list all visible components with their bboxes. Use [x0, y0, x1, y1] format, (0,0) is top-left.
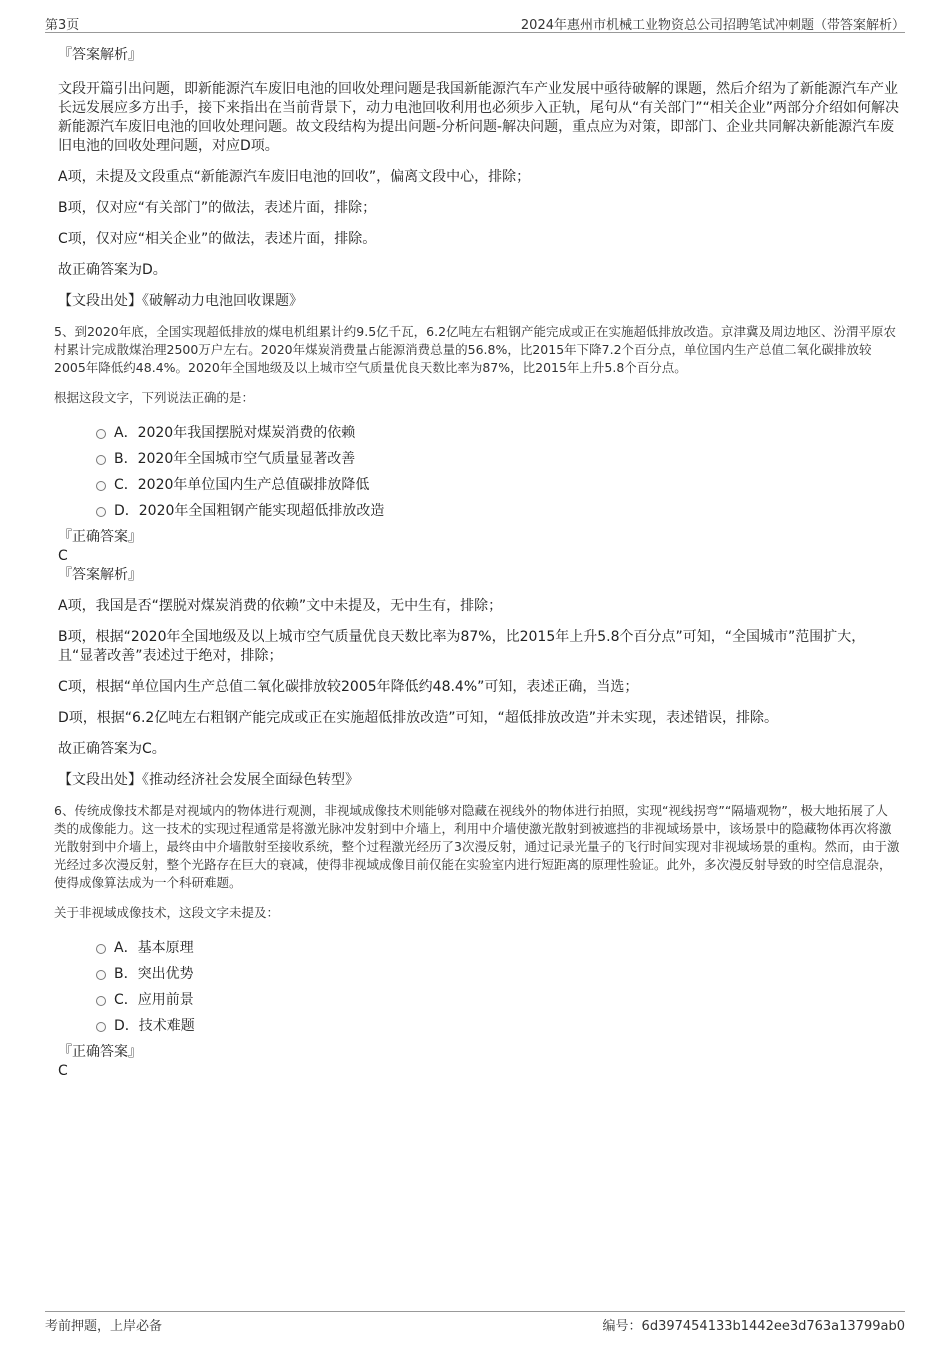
q4-analysis-line: B项，仅对应“有关部门”的做法，表述片面，排除；	[58, 200, 377, 216]
page-header	[45, 12, 905, 33]
q4-analysis-text: 文段开篇引出问题，即新能源汽车废旧电池的回收处理问题是我国新能源汽车产业发展中亟待破解的课题，然后介绍为了新能源汽车产业长远发展应多方出手，接下来指出在当前背景下，动力电池回收利用也必须步入正轨，尾句从“有关部门”“相关企业”两部分介绍如何解决新能源汽车废旧电池的回收处理问题。故文段结构为提出问题-分析问题-解决问题，重点应为对策，即部门、企业共同解决新能源汽车废旧电池的回收处理问题，对应D项。	[58, 81, 900, 154]
option-label: A．2020年我国摆脱对煤炭消费的依赖	[114, 425, 356, 441]
q6-correct-answer: C	[58, 1063, 68, 1079]
q5-option-a[interactable]	[94, 420, 900, 446]
q6-option-c[interactable]	[94, 987, 900, 1013]
q6-options	[94, 935, 900, 1039]
option-label: C．2020年单位国内生产总值碳排放降低	[114, 477, 370, 493]
q6-option-b[interactable]	[94, 961, 900, 987]
q5-option-b[interactable]	[94, 446, 900, 472]
option-label: D．2020年全国粗钢产能实现超低排放改造	[114, 503, 385, 519]
q5-option-c[interactable]	[94, 472, 900, 498]
q5-analysis-line: C项，根据“单位国内生产总值二氧化碳排放较2005年降低约48.4%”可知，表述正确，当选；	[58, 679, 639, 695]
q6-option-d[interactable]	[94, 1013, 900, 1039]
option-label: C．应用前景	[114, 992, 194, 1008]
radio-icon[interactable]	[96, 455, 106, 465]
q5-options	[94, 420, 900, 524]
q5-correct-label: 『正确答案』	[58, 529, 142, 545]
q5-correct-answer: C	[58, 548, 68, 564]
page-number: 第3页	[45, 18, 80, 33]
q5-answer-line: 故正确答案为C。	[58, 741, 166, 757]
radio-icon[interactable]	[96, 429, 106, 439]
q5-prompt: 根据这段文字，下列说法正确的是：	[54, 390, 255, 405]
option-label: A．基本原理	[114, 940, 194, 956]
q5-question: 5、到2020年底，全国实现超低排放的煤电机组累计约9.5亿千瓦，6.2亿吨左右粗钢产能完成或正在实施超低排放改造。京津冀及周边地区、汾渭平原农村累计完成散煤治理2500万户左右。2020年煤炭消费量占能源消费总量的56.8%，比2015年下降7.2个百分点，单位国内生产总值二氧化碳排放较2005年降低约48.4%。2020年全国地级及以上城市空气质量优良天数比率为87%，比2015年上升5.8个百分点。	[54, 324, 897, 375]
option-label: B．2020年全国城市空气质量显著改善	[114, 451, 356, 467]
q5-analysis-line: B项，根据“2020年全国地级及以上城市空气质量优良天数比率为87%，比2015年上升5.8个百分点”可知，“全国城市”范围扩大，且“显著改善”表述过于绝对，排除；	[58, 629, 866, 664]
radio-icon[interactable]	[96, 507, 106, 517]
option-label: D．技术难题	[114, 1018, 195, 1034]
q4-analysis-label: 『答案解析』	[58, 47, 142, 63]
q6-option-a[interactable]	[94, 935, 900, 961]
q5-option-d[interactable]	[94, 498, 900, 524]
q5-analysis-label: 『答案解析』	[58, 567, 142, 583]
page-footer	[45, 1311, 905, 1334]
radio-icon[interactable]	[96, 481, 106, 491]
footer-slogan: 考前押题，上岸必备	[45, 1319, 163, 1334]
radio-icon[interactable]	[96, 996, 106, 1006]
q5-source: 【文段出处】《推动经济社会发展全面绿色转型》	[58, 772, 359, 788]
document-id: 编号：6d397454133b1442ee3d763a13799ab0	[602, 1319, 905, 1334]
radio-icon[interactable]	[96, 1022, 106, 1032]
q5-analysis-line: D项，根据“6.2亿吨左右粗钢产能完成或正在实施超低排放改造”可知，“超低排放改造”并未实现，表述错误，排除。	[58, 710, 779, 726]
main-content	[54, 46, 900, 1081]
q6-correct-label: 『正确答案』	[58, 1044, 142, 1060]
q6-question: 6、传统成像技术都是对视域内的物体进行观测，非视域成像技术则能够对隐藏在视线外的物体进行拍照，实现“视线拐弯”“隔墙观物”，极大地拓展了人类的成像能力。这一技术的实现过程通常是将激光脉冲发射到中介墙上，利用中介墙使激光散射到被遮挡的非视域场景中，该场景中的隐藏物体再次将激光散射到中介墙上，最终由中介墙散射至接收系统，整个过程激光经历了3次漫反射，通过记录光量子的飞行时间实现对非视域场景的重构。然而，由于激光经过多次漫反射，整个光路存在巨大的衰减，使得非视域成像目前仅能在实验室内进行短距离的原理性验证。此外，多次漫反射导致的时空信息混杂，使得成像算法成为一个科研难题。	[54, 803, 900, 890]
q4-source: 【文段出处】《破解动力电池回收课题》	[58, 293, 303, 309]
q5-analysis-line: A项，我国是否“摆脱对煤炭消费的依赖”文中未提及，无中生有，排除；	[58, 598, 503, 614]
q4-analysis-line: C项，仅对应“相关企业”的做法，表述片面，排除。	[58, 231, 377, 247]
radio-icon[interactable]	[96, 944, 106, 954]
radio-icon[interactable]	[96, 970, 106, 980]
q6-prompt: 关于非视域成像技术，这段文字未提及：	[54, 905, 280, 920]
q4-answer-line: 故正确答案为D。	[58, 262, 167, 278]
option-label: B．突出优势	[114, 966, 194, 982]
document-title: 2024年惠州市机械工业物资总公司招聘笔试冲刺题（带答案解析）	[520, 18, 905, 33]
q4-analysis-line: A项，未提及文段重点“新能源汽车废旧电池的回收”，偏离文段中心，排除；	[58, 169, 531, 185]
